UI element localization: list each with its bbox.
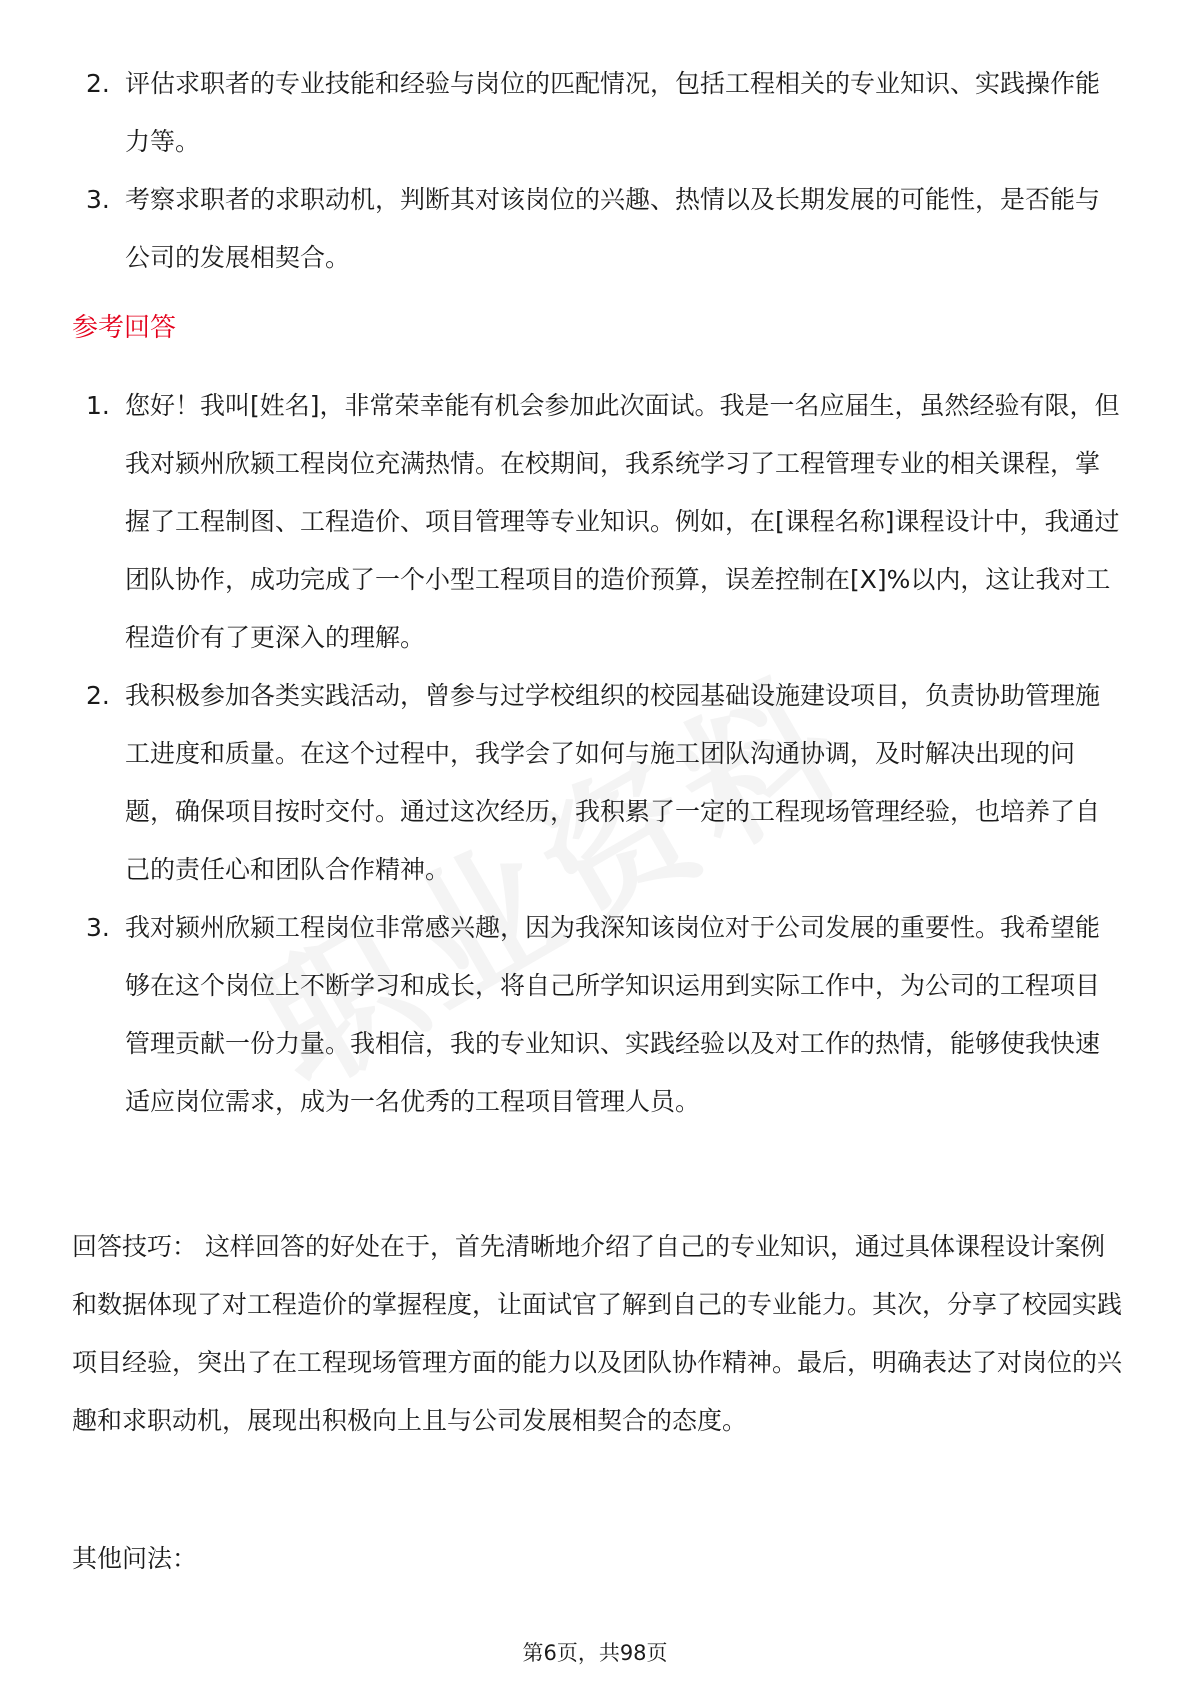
- list-text: 我对颍州欣颍工程岗位非常感兴趣，因为我深知该岗位对于公司发展的重要性。我希望能够在这个岗位上不断学习和成长，将自己所学知识运用到实际工作中，为公司的工程项目管理贡献一份力量。我相信，我的专业知识、实践经验以及对工作的热情，能够使我快速适应岗位需求，成为一名优秀的工程项目管理人员。: [125, 913, 1101, 1116]
- other-questions-label: 其他问法：: [72, 1544, 198, 1573]
- list-item: [72, 377, 1122, 667]
- page-footer: 第6页，共98页: [522, 1641, 668, 1665]
- reference-answer-heading: 参考回答: [72, 313, 177, 343]
- list-text: 您好！我叫[姓名]，非常荣幸能有机会参加此次面试。我是一名应届生，虽然经验有限，但我对颍州欣颍工程岗位充满热情。在校期间，我系统学习了工程管理专业的相关课程，掌握了工程制图、工程造价、项目管理等专业知识。例如，在[课程名称]课程设计中，我通过团队协作，成功完成了一个小型工程项目的造价预算，误差控制在[X]%以内，这让我对工程造价有了更深入的理解。: [125, 391, 1120, 652]
- answer-tips-paragraph: 回答技巧： 这样回答的好处在于，首先清晰地介绍了自己的专业知识，通过具体课程设计案例和数据体现了对工程造价的掌握程度，让面试官了解到自己的专业能力。其次，分享了校园实践项目经验，突出了在工程现场管理方面的能力以及团队协作精神。最后，明确表达了对岗位的兴趣和求职动机，展现出积极向上且与公司发展相契合的态度。: [72, 1232, 1123, 1435]
- evaluation-points-list: [72, 55, 1122, 287]
- list-number: 2.: [86, 681, 110, 710]
- list-number: 2.: [86, 69, 110, 98]
- list-item: [72, 55, 1122, 171]
- reference-answer-list: [72, 377, 1122, 1131]
- list-item: [72, 667, 1122, 899]
- list-number: 3.: [86, 913, 110, 942]
- list-text: 我积极参加各类实践活动，曾参与过学校组织的校园基础设施建设项目，负责协助管理施工进度和质量。在这个过程中，我学会了如何与施工团队沟通协调，及时解决出现的问题，确保项目按时交付。通过这次经历，我积累了一定的工程现场管理经验，也培养了自己的责任心和团队合作精神。: [125, 681, 1101, 884]
- list-number: 1.: [86, 391, 110, 420]
- list-text: 评估求职者的专业技能和经验与岗位的匹配情况，包括工程相关的专业知识、实践操作能力等。: [125, 69, 1101, 156]
- list-text: 考察求职者的求职动机，判断其对该岗位的兴趣、热情以及长期发展的可能性，是否能与公司的发展相契合。: [125, 185, 1101, 272]
- list-number: 3.: [86, 185, 110, 214]
- list-item: [72, 899, 1122, 1131]
- list-item: [72, 171, 1122, 287]
